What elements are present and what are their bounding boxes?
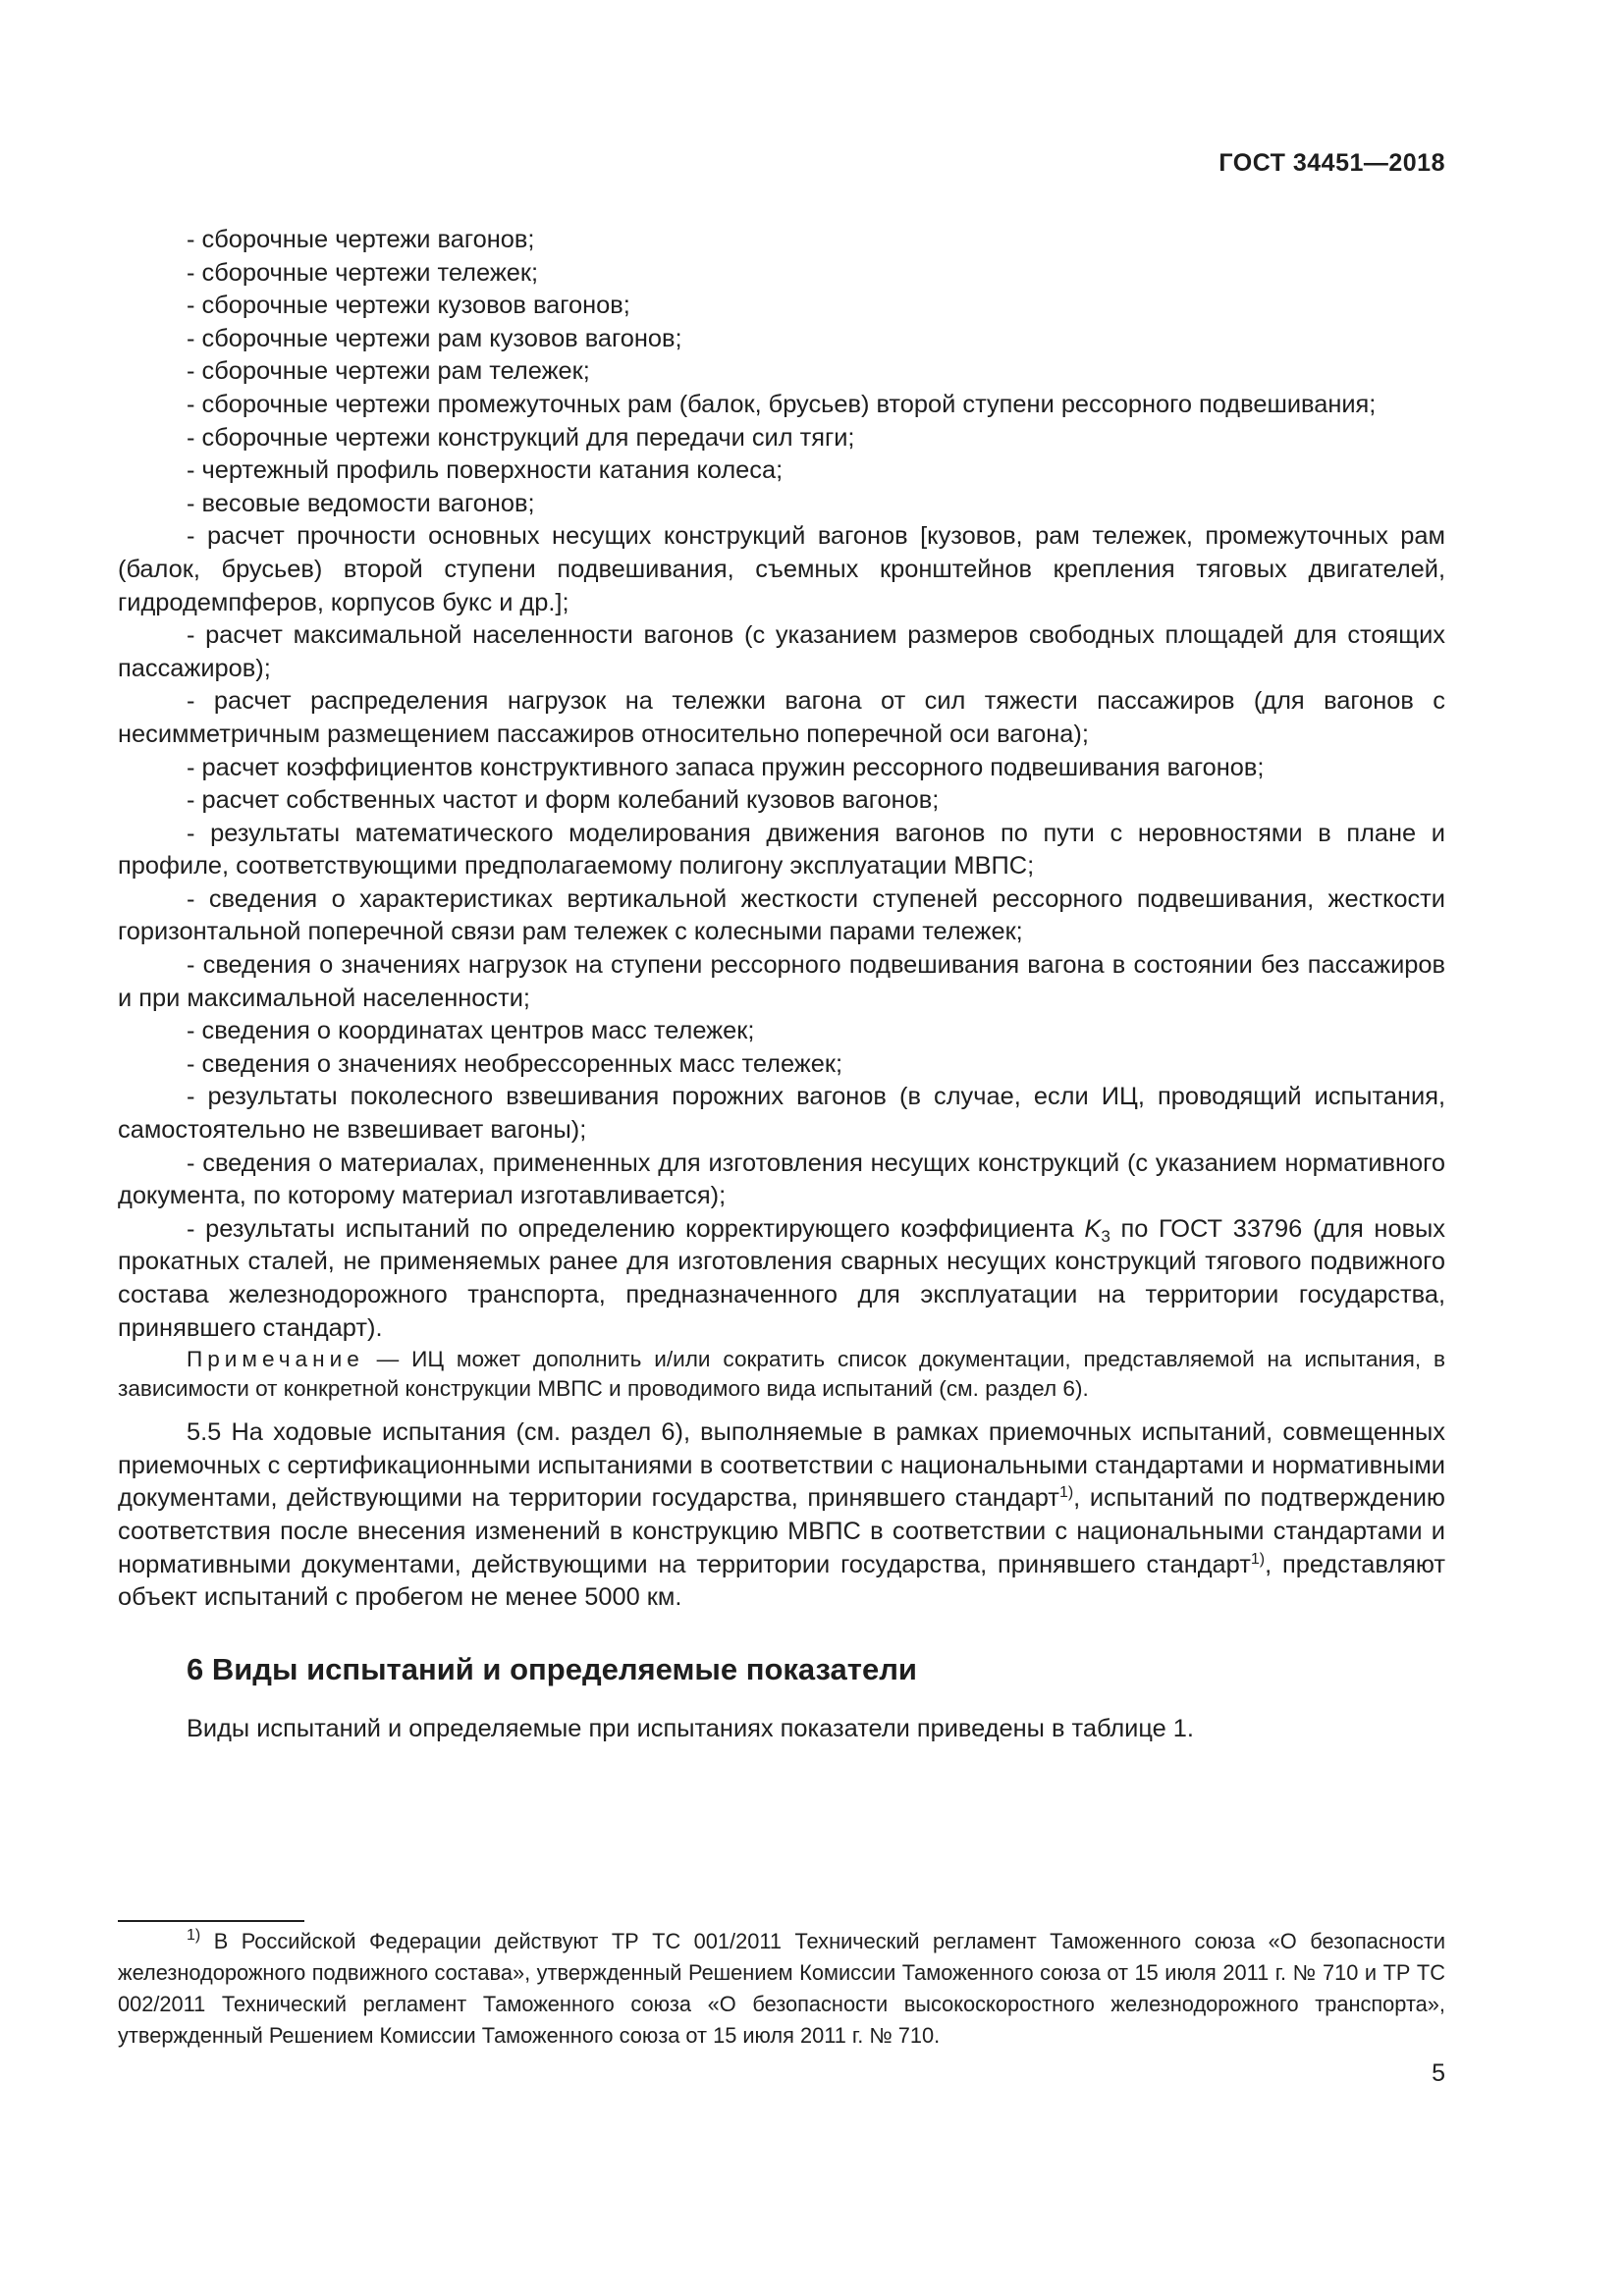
list-item: - расчет прочности основных несущих конструкций вагонов [кузовов, рам тележек, промежуточных рам (балок, брусьев) второй ступени подвешивания, съемных кронштейнов крепления тяговых двигателей, гидродемпферов, корпусов букс и др.]; — [118, 522, 1445, 616]
note-label: Примечание — [187, 1347, 364, 1372]
list-item: - сведения о значениях необрессоренных масс тележек; — [187, 1049, 843, 1078]
page-number: 5 — [1432, 2059, 1445, 2087]
footnote-ref: 1) — [1058, 1484, 1074, 1502]
section-6-title: 6 Виды испытаний и определяемые показатели — [187, 1651, 917, 1686]
list-item: - сведения о материалах, примененных для изготовления несущих конструкций (с указанием нормативного документа, по которому материал изготавливается); — [118, 1148, 1445, 1210]
list-item: - сборочные чертежи тележек; — [187, 258, 539, 287]
list-item: - расчет коэффициентов конструктивного запаса пружин рессорного подвешивания вагонов; — [187, 753, 1265, 781]
list-item: - чертежный профиль поверхности катания колеса; — [187, 456, 784, 485]
paragraph-5-5: 5.5 На ходовые испытания (см. раздел 6), выполняемые в рамках приемочных испытаний, совмещенных приемочных с сертификационными испытаниями в соответствии с национальными стандартами и нормативными документами, действующими на территории государства, принявшего стандарт$^{1)}$, испытаний по подтверждению соответствия после внесения изменений в конструкцию МВПС в соответствии с национальными стандартами и нормативными документами, действующими на территории государства, принявшего стандарт$^{1)}$, представляют объект испытаний с пробегом не менее 5000 км. — [118, 1418, 1445, 1612]
list-item: - сведения о координатах центров масс тележек; — [187, 1017, 755, 1045]
list-item: - результаты математического моделирования движения вагонов по пути с неровностями в плане и профиле, соответствующими предполагаемому полигону эксплуатации МВПС; — [118, 819, 1445, 881]
list-item-k3: - результаты испытаний по определению корректирующего коэффициента $K_3$ по ГОСТ 33796 (для новых прокатных сталей, не применяемых ранее для изготовления сварных несущих конструкций тягового подвижного состава железнодорожного транспорта, предназначенного для эксплуатации на территории государства, принявшего стандарт). — [118, 1214, 1446, 1342]
footnote-separator — [118, 1920, 304, 1922]
footnote-marker: 1) — [187, 1927, 201, 1944]
list-item: - весовые ведомости вагонов; — [187, 489, 535, 517]
list-item: - сборочные чертежи кузовов вагонов; — [187, 292, 630, 320]
note-text: — ИЦ может дополнить и/или сократить список документации, представляемой на испытания, в зависимости от конкретной конструкции МВПС и проводимого вида испытаний (см. раздел 6). — [118, 1347, 1445, 1402]
documentation-list — [118, 224, 1445, 1213]
section-6-intro: Виды испытаний и определяемые при испытаниях показатели приведены в таблице 1. — [187, 1714, 1194, 1742]
list-item: - сборочные чертежи рам кузовов вагонов; — [187, 324, 682, 352]
list-item: - сборочные чертежи вагонов; — [187, 226, 535, 253]
list-item: - сведения о значениях нагрузок на ступени рессорного подвешивания вагона в состоянии без пассажиров и при максимальной населенности; — [118, 951, 1445, 1012]
document-body — [118, 224, 1445, 1745]
document-header: ГОСТ 34451—2018 — [1218, 149, 1445, 177]
list-item: - расчет собственных частот и форм колебаний кузовов вагонов; — [187, 786, 940, 815]
list-item: - сведения о характеристиках вертикальной жесткости ступеней рессорного подвешивания, жесткости горизонтальной поперечной связи рам тележек с колесными парами тележек; — [118, 884, 1445, 946]
footnote-text: В Российской Федерации действуют ТР ТС 001/2011 Технический регламент Таможенного союза «О безопасности железнодорожного подвижного состава», утвержденный Решением Комиссии Таможенного союза от 15 июля 2011 г. № 710 и ТР ТС 002/2011 Технический регламент Таможенного союза «О безопасности высокоскоростного железнодорожного транспорта», утвержденный Решением Комиссии Таможенного союза от 15 июля 2011 г. № 710. — [118, 1929, 1445, 2048]
list-item: - расчет максимальной населенности вагонов (с указанием размеров свободных площадей для стоящих пассажиров); — [118, 621, 1445, 682]
list-item: - сборочные чертежи конструкций для передачи сил тяги; — [187, 423, 855, 452]
list-item: - сборочные чертежи рам тележек; — [187, 357, 590, 386]
footnote-ref: 1) — [1250, 1550, 1266, 1568]
list-item: - расчет распределения нагрузок на тележки вагона от сил тяжести пассажиров (для вагонов с несимметричным размещением пассажиров относительно поперечной оси вагона); — [118, 687, 1445, 748]
list-item: - результаты поколесного взвешивания порожних вагонов (в случае, если ИЦ, проводящий испытания, самостоятельно не взвешивает вагоны); — [118, 1083, 1445, 1145]
list-item: - сборочные чертежи промежуточных рам (балок, брусьев) второй ступени рессорного подвешивания; — [187, 390, 1377, 418]
note — [118, 1345, 1445, 1404]
footnote — [118, 1926, 1445, 2052]
